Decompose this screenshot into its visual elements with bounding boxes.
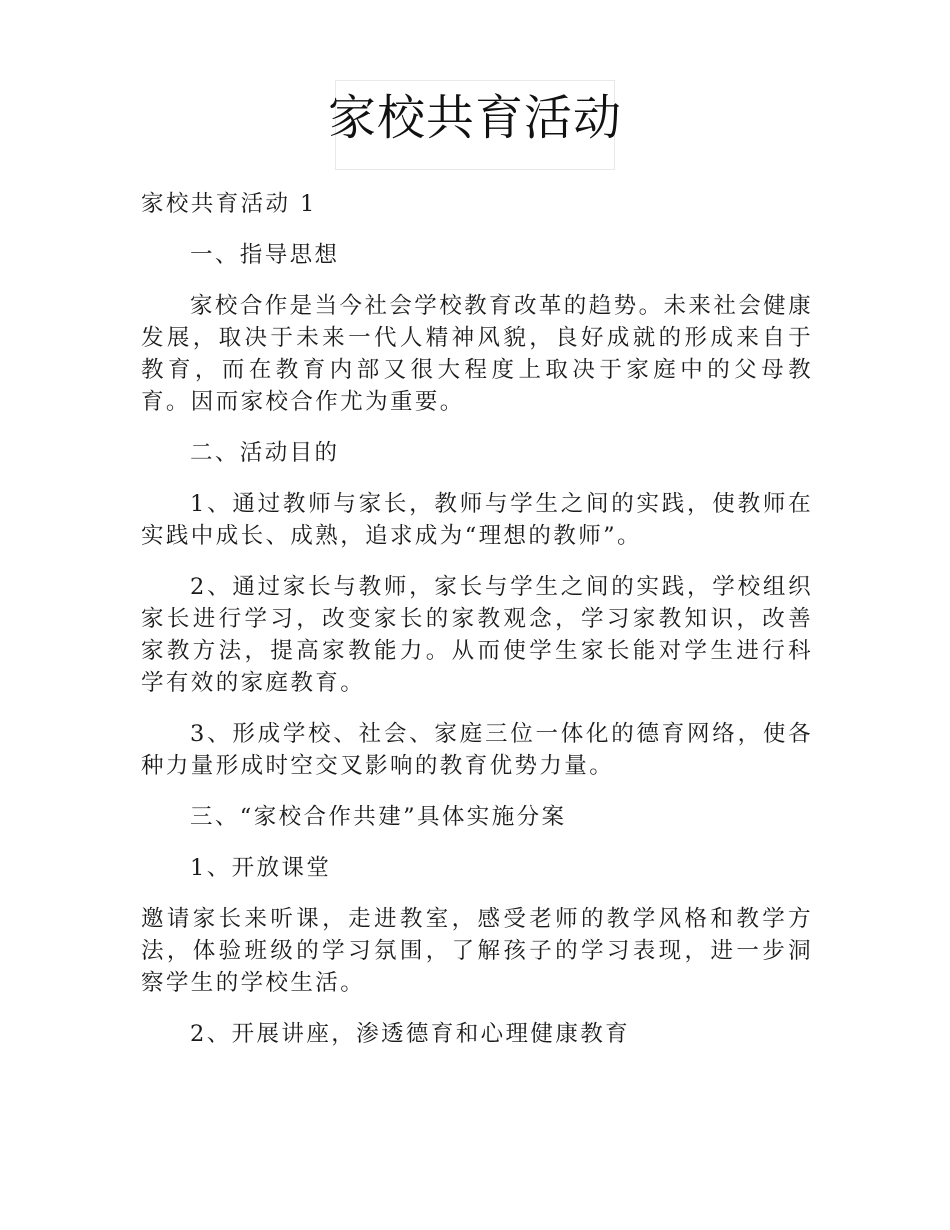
heading-open-classroom: 1、开放课堂 bbox=[190, 855, 332, 881]
heading-lectures: 2、开展讲座，渗透德育和心理健康教育 bbox=[190, 1021, 631, 1047]
heading-guiding-ideology: 一、指导思想 bbox=[190, 242, 340, 268]
paragraph-guiding-ideology: 家校合作是当今社会学校教育改革的趋势。未来社会健康发展，取决于未来一代人精神风貌，良好成就的形成来自于教育，而在教育内部又很大程度上取决于家庭中的父母教育。因而家校合作尤为重要。 bbox=[141, 293, 813, 415]
document-title: 家校共育活动 bbox=[328, 90, 623, 146]
section-heading: 家校共育活动 1 bbox=[141, 191, 317, 217]
paragraph-purpose-2: 2、通过家长与教师，家长与学生之间的实践，学校组织家长进行学习，改变家长的家教观念，学习家教知识，改善家教方法，提高家教能力。从而使学生家长能对学生进行科学有效的家庭教育。 bbox=[141, 574, 813, 696]
heading-implementation-plan: 三、“家校合作共建”具体实施分案 bbox=[190, 804, 567, 830]
heading-activity-purpose: 二、活动目的 bbox=[190, 440, 340, 466]
paragraph-purpose-3: 3、形成学校、社会、家庭三位一体化的德育网络，使各种力量形成时空交叉影响的教育优势力量。 bbox=[141, 721, 813, 779]
paragraph-open-classroom: 邀请家长来听课，走进教室，感受老师的教学风格和教学方法，体验班级的学习氛围，了解孩子的学习表现，进一步洞察学生的学校生活。 bbox=[141, 906, 813, 996]
document-body bbox=[141, 188, 813, 1069]
paragraph-purpose-1: 1、通过教师与家长，教师与学生之间的实践，使教师在实践中成长、成熟，追求成为“理想的教师”。 bbox=[141, 491, 813, 549]
title-box bbox=[328, 80, 623, 170]
